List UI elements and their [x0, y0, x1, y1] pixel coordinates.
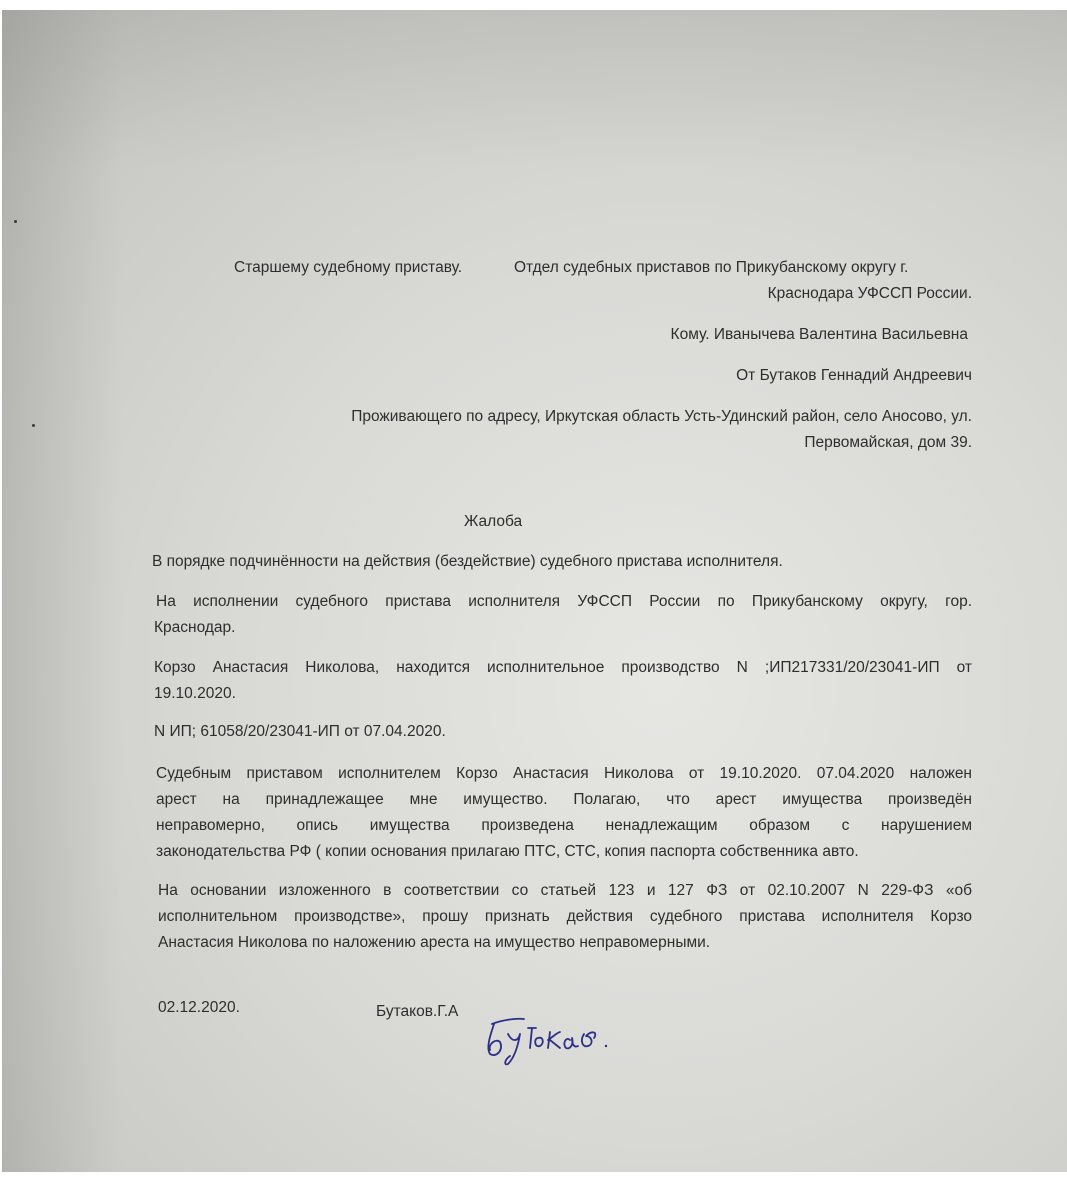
- paper-sheet: [2, 10, 1067, 1172]
- document-title: Жалоба: [464, 513, 523, 530]
- body-paragraph-6: На основании изложенного в соответствии со статьей 123 и 127 ФЗ от 02.10.2007 N 229-ФЗ «об: [158, 882, 972, 899]
- body-paragraph-3: Корзо Анастасия Николова, находится исполнительное производство N ;ИП217331/20/23041-ИП от: [154, 659, 972, 676]
- body-paragraph-5-l4: законодательства РФ ( копии основания прилагаю ПТС, СТС, копия паспорта собственника авто.: [156, 843, 859, 860]
- header-sender: От Бутаков Геннадий Андреевич: [736, 367, 972, 384]
- header-department-cont: Краснодара УФССП России.: [767, 285, 972, 302]
- paper-shadow-left: [2, 10, 122, 1172]
- header-addressee-title: Старшему судебному приставу.: [234, 259, 463, 276]
- signer-name: Бутаков.Г.А: [376, 1003, 459, 1020]
- paper-speck: [14, 220, 17, 223]
- body-paragraph-4: N ИП; 61058/20/23041-ИП от 07.04.2020.: [154, 723, 446, 740]
- body-paragraph-6-l3: Анастасия Николова по наложению ареста на имущество неправомерными.: [158, 934, 711, 951]
- document-date: 02.12.2020.: [158, 999, 240, 1016]
- header-address: Проживающего по адресу, Иркутская область Усть-Удинский район, село Аносово, ул.: [351, 408, 972, 425]
- body-paragraph-5-l2: арест на принадлежащее мне имущество. Полагаю, что арест имущества произведён: [156, 791, 972, 808]
- paper-speck: [32, 424, 35, 427]
- body-paragraph-5-l3: неправомерно, опись имущества произведена ненадлежащим образом с нарушением: [156, 817, 972, 834]
- body-paragraph-2: На исполнении судебного пристава исполнителя УФССП России по Прикубанскому округу, гор.: [156, 593, 972, 610]
- body-paragraph-5: Судебным приставом исполнителем Корзо Анастасия Николова от 19.10.2020. 07.04.2020 наложен: [156, 765, 972, 782]
- paper-shadow-top: [2, 10, 1067, 170]
- body-paragraph-1: В порядке подчинённости на действия (бездействие) судебного пристава исполнителя.: [152, 553, 783, 570]
- header-recipient: Кому. Иванычева Валентина Васильевна: [670, 326, 968, 343]
- body-paragraph-6-l2: исполнительном производстве», прошу признать действия судебного пристава исполнителя Корзо: [158, 908, 972, 925]
- body-paragraph-3-cont: 19.10.2020.: [154, 685, 236, 702]
- body-paragraph-2-cont: Краснодар.: [154, 619, 236, 636]
- handwritten-signature: [478, 1010, 638, 1070]
- header-department: Отдел судебных приставов по Прикубанскому округу г.: [514, 259, 909, 276]
- header-address-cont: Первомайская, дом 39.: [804, 434, 972, 451]
